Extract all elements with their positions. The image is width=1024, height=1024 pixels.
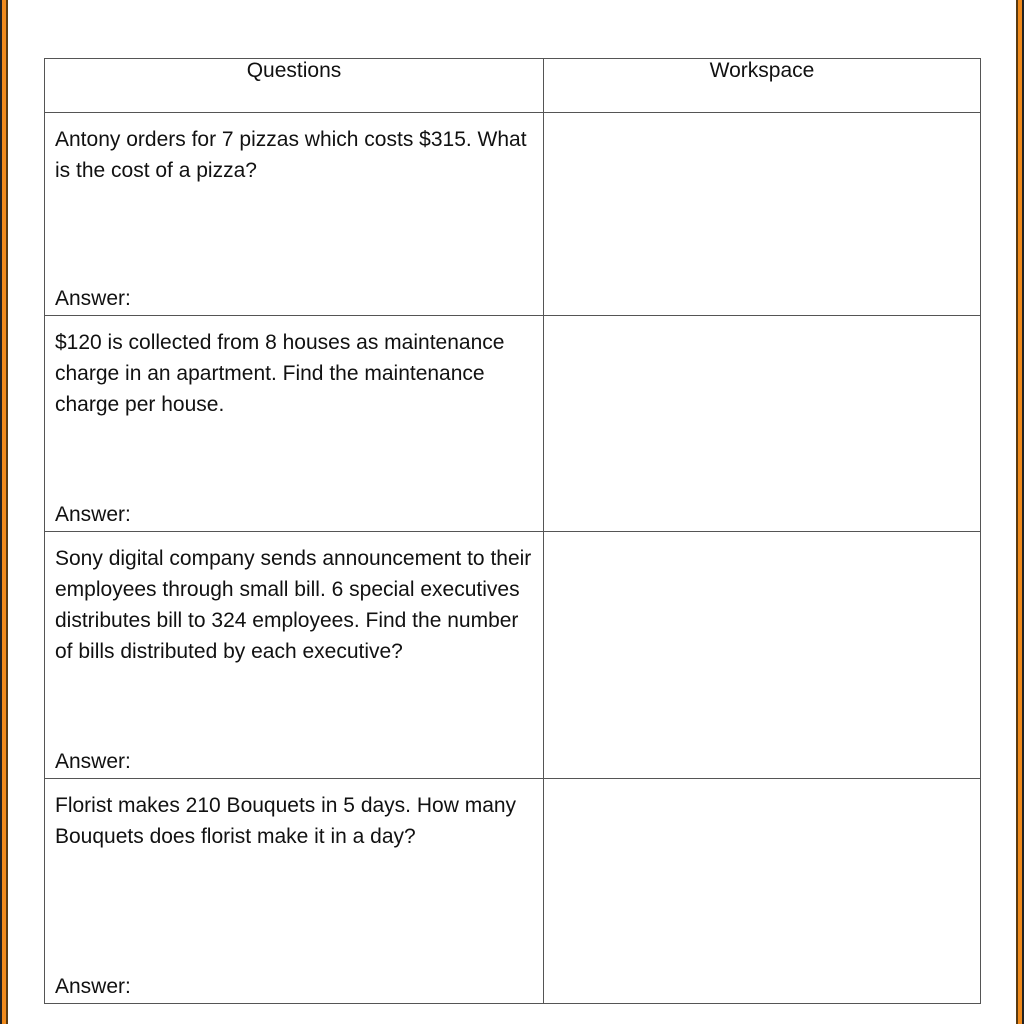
answer-label: Answer:: [55, 503, 131, 526]
answer-label: Answer:: [55, 975, 131, 998]
word-problems-table: [44, 58, 981, 1004]
question-text: Sony digital company sends announcement to their employees through small bill. 6 special executives distributes bill to 324 employees. Find the number of bills distributed by each executive?: [55, 547, 532, 663]
left-page-border: [0, 0, 8, 1024]
answer-label: Answer:: [55, 287, 131, 310]
answer-label: Answer:: [55, 750, 131, 773]
workspace-cell[interactable]: [544, 316, 981, 532]
question-row: [45, 779, 981, 1004]
question-cell: [45, 532, 544, 779]
question-text: Florist makes 210 Bouquets in 5 days. How many Bouquets does florist make it in a day?: [55, 794, 517, 848]
question-row: [45, 316, 981, 532]
question-text: Antony orders for 7 pizzas which costs $315. What is the cost of a pizza?: [55, 128, 527, 182]
workspace-cell[interactable]: [544, 532, 981, 779]
question-cell: [45, 779, 544, 1004]
workspace-header: Workspace: [544, 59, 981, 113]
header-row: [45, 59, 981, 113]
right-page-border: [1016, 0, 1024, 1024]
question-row: [45, 532, 981, 779]
question-row: [45, 113, 981, 316]
question-text: $120 is collected from 8 houses as maintenance charge in an apartment. Find the maintenance charge per house.: [55, 331, 505, 416]
question-cell: [45, 316, 544, 532]
workspace-cell[interactable]: [544, 779, 981, 1004]
questions-header: Questions: [45, 59, 544, 113]
question-cell: [45, 113, 544, 316]
workspace-cell[interactable]: [544, 113, 981, 316]
